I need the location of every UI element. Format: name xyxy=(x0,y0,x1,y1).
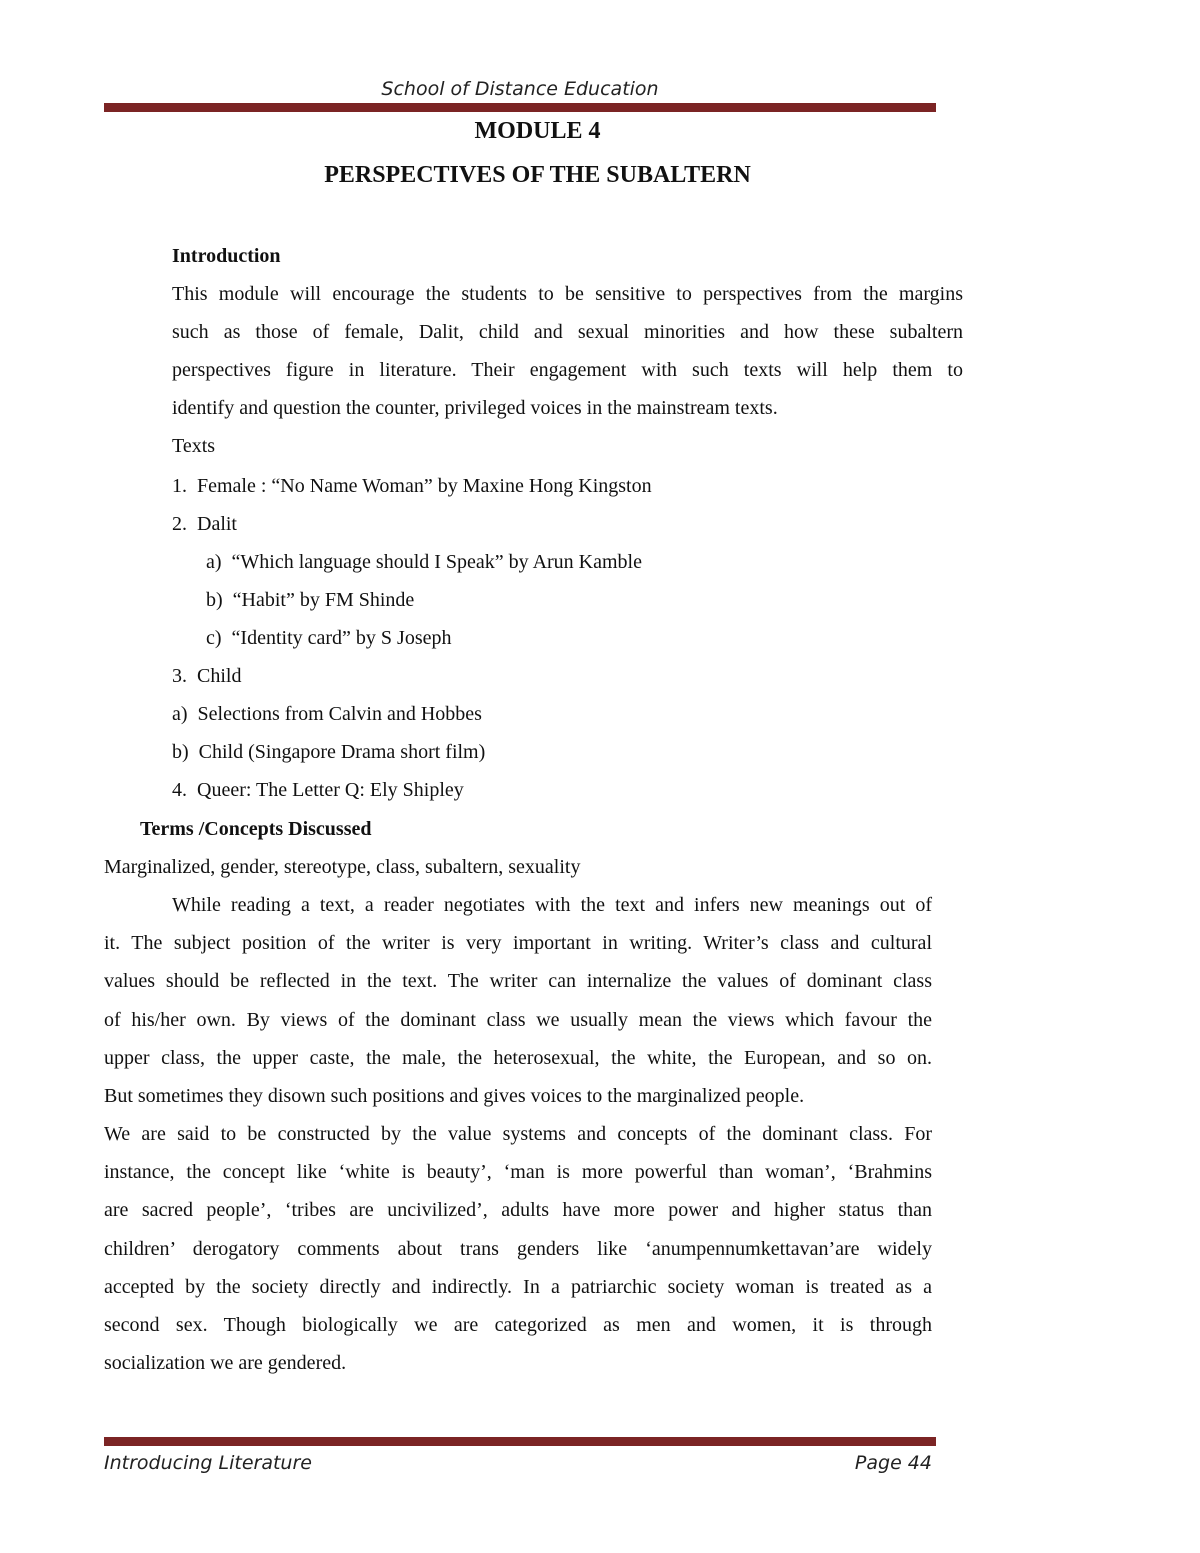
body-line: But sometimes they disown such positions and gives voices to the marginalized people. xyxy=(104,1085,805,1107)
body-line: While reading a text, a reader negotiates with the text and infers new meanings out of xyxy=(172,894,932,916)
intro-line: identify and question the counter, privileged voices in the mainstream texts. xyxy=(172,397,778,419)
body-line: of his/her own. By views of the dominant class we usually mean the views which favour the xyxy=(104,1009,932,1031)
header-rule xyxy=(104,103,936,112)
intro-line: such as those of female, Dalit, child and sexual minorities and how these subaltern xyxy=(172,321,963,343)
list-item: b) Child (Singapore Drama short film) xyxy=(172,741,486,763)
body-line: children’ derogatory comments about trans genders like ‘anumpennumkettavan’are widely xyxy=(104,1238,932,1260)
body-line: upper class, the upper caste, the male, the heterosexual, the white, the European, and so on. xyxy=(104,1047,932,1069)
list-item: a) Selections from Calvin and Hobbes xyxy=(172,703,482,725)
body-line: it. The subject position of the writer is very important in writing. Writer’s class and cultural xyxy=(104,932,932,954)
intro-line: This module will encourage the students to be sensitive to perspectives from the margins xyxy=(172,283,963,305)
list-item: 2. Dalit xyxy=(172,513,237,535)
body-line: We are said to be constructed by the value systems and concepts of the dominant class. For xyxy=(104,1123,932,1145)
terms-list: Marginalized, gender, stereotype, class, subaltern, sexuality xyxy=(104,856,581,878)
body-line: socialization we are gendered. xyxy=(104,1352,347,1374)
header-school: School of Distance Education xyxy=(381,78,659,100)
body-line: second sex. Though biologically we are categorized as men and women, it is through xyxy=(104,1314,932,1336)
footer-rule xyxy=(104,1437,936,1446)
texts-heading: Texts xyxy=(172,435,216,457)
page-number: Page 44 xyxy=(854,1452,932,1474)
terms-heading: Terms /Concepts Discussed xyxy=(140,818,372,840)
intro-line: perspectives figure in literature. Their engagement with such texts will help them to xyxy=(172,359,963,381)
body-line: are sacred people’, ‘tribes are uncivilized’, adults have more power and higher status than xyxy=(104,1199,932,1221)
list-item: 1. Female : “No Name Woman” by Maxine Hong Kingston xyxy=(172,475,652,497)
list-item: b) “Habit” by FM Shinde xyxy=(206,589,415,611)
list-item: 4. Queer: The Letter Q: Ely Shipley xyxy=(172,779,464,801)
body-line: values should be reflected in the text. The writer can internalize the values of dominant class xyxy=(104,970,932,992)
body-line: instance, the concept like ‘white is beauty’, ‘man is more powerful than woman’, ‘Brahmins xyxy=(104,1161,932,1183)
body-line: accepted by the society directly and indirectly. In a patriarchic society woman is treated as a xyxy=(104,1276,932,1298)
list-item: 3. Child xyxy=(172,665,242,687)
list-item: a) “Which language should I Speak” by Arun Kamble xyxy=(206,551,642,573)
module-title: MODULE 4 xyxy=(474,118,601,144)
module-subtitle: PERSPECTIVES OF THE SUBALTERN xyxy=(324,162,751,188)
list-item: c) “Identity card” by S Joseph xyxy=(206,627,452,649)
intro-heading: Introduction xyxy=(172,245,281,267)
footer-course: Introducing Literature xyxy=(104,1452,312,1474)
